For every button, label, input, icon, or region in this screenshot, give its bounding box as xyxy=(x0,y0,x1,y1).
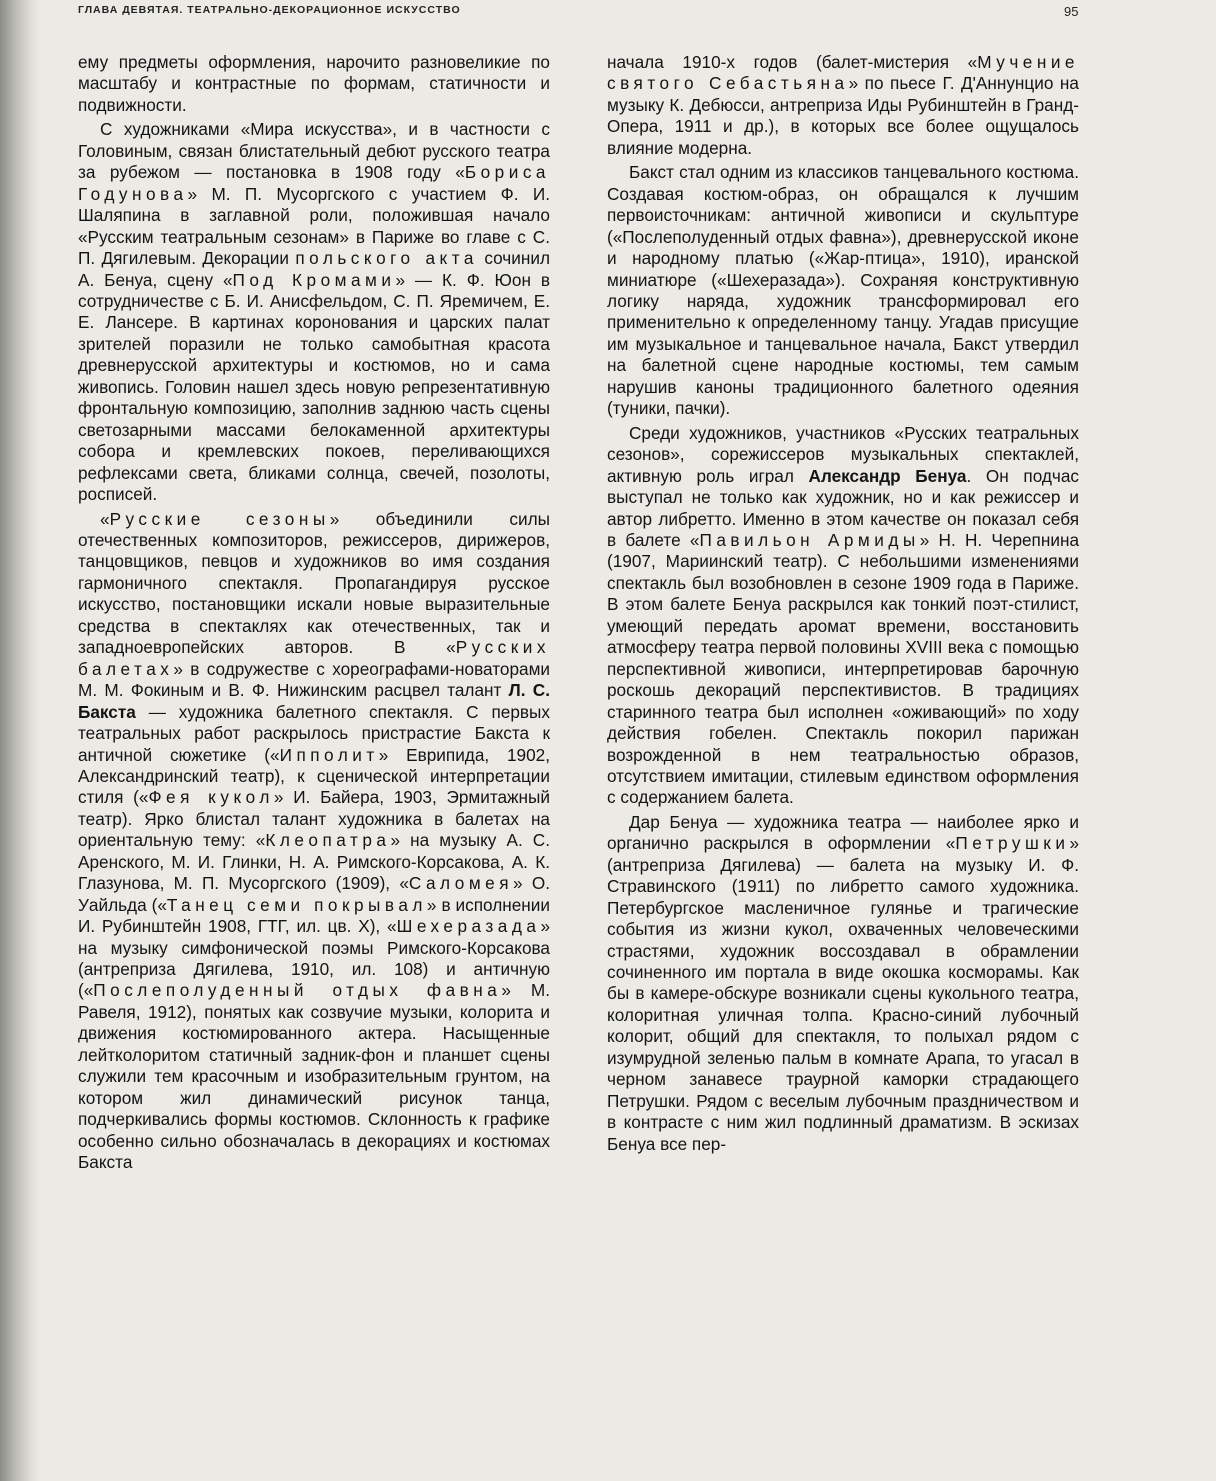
text-run: » М. П. Мусоргского с участием Ф. И. Шаляпина в заглавной роли, положившая начало «Русским театральным сезонам» в Париже во главе с С. П. Дягилевым. Декорации xyxy=(78,183,550,269)
text-run: » по пьесе Г. Д'Аннунцио на музыку К. Дебюсси, антреприза Иды Рубинштейн в Гранд-Опера, 1911 и др.), в которых все более ощущалось влияние модерна. xyxy=(607,73,1079,158)
spaced-title: Саломея xyxy=(408,873,514,894)
spaced-title: Послеполуденный отдых фавна xyxy=(93,980,502,1001)
running-head: ГЛАВА ДЕВЯТАЯ. ТЕАТРАЛЬНО-ДЕКОРАЦИОННОЕ ИСКУССТВО xyxy=(78,4,461,16)
text-run: » на музыку симфонической поэмы Римского-Корсакова (антреприза Дягилева, 1910, ил. 108) и античную (« xyxy=(78,916,550,1001)
spaced-title: Петрушки xyxy=(955,833,1070,854)
text-run: » в содружестве с хореографами-новаторами М. М. Фокиным и В. Ф. Нижинским расцвел талант xyxy=(78,658,550,701)
spaced-title: польского акта xyxy=(295,248,478,269)
paragraph xyxy=(607,423,1079,809)
text-run: » Н. Н. Черепнина (1907, Мариинский театр). С небольшими изменениями спектакль был возобновлен в сезоне 1909 года в Париже. В этом балете Бенуа раскрылся как тонкий поэт-стилист, умеющий передать аромат времени, восстановить атмосферу театра первой половины XVIII века с помощью перспективной живописи, интерпретировав барочную роскошь декораций перспективистов. В традициях старинного театра был исполнен «оживающий» по ходу действия гобелен. Спектакль покорил парижан возрожденной в нем театральностью образов, отсутствием имитации, стилевым единством оформления с содержанием балета. xyxy=(607,529,1080,808)
spaced-title: Бориса Годунова xyxy=(78,162,550,204)
spaced-title: Русских балетах xyxy=(78,637,550,679)
text-run: Среди художников, участников «Русских театральных сезонов», сорежиссеров музыкальных спектаклей, активную роль играл xyxy=(607,422,1079,486)
text-run: сочинил А. Бенуа, сцену « xyxy=(78,248,550,290)
text-run: Дар Бенуа — художника театра — наиболее ярко и органично раскрылся в оформлении « xyxy=(607,811,1079,854)
page-number: 95 xyxy=(1064,4,1079,19)
bold-name: Александр Бенуа xyxy=(808,465,967,486)
spaced-title: Под Кромами xyxy=(232,269,396,290)
paragraph xyxy=(78,52,550,116)
spaced-title: Клеопатра xyxy=(265,830,391,851)
text-run: . Он подчас выступал не только как художник, но и как режиссер и автор либретто. Именно в этом качестве он показал себя в балете « xyxy=(607,465,1080,550)
text-run: начала 1910-х годов (балет-мистерия « xyxy=(607,52,978,72)
text-run: С художниками «Мира искусства», и в частности с Головиным, связан блистательный дебют русского театра за рубежом — постановка в 1908 году « xyxy=(78,119,550,183)
book-spine-shadow xyxy=(0,0,40,1481)
left-column xyxy=(78,52,550,1177)
paragraph xyxy=(607,812,1079,1155)
spaced-title: Ипполит xyxy=(279,744,379,765)
paragraph xyxy=(607,52,1079,159)
paragraph xyxy=(78,509,550,1174)
text-run: » О. Уайльда (« xyxy=(78,873,550,915)
spaced-title: Павильон Армиды xyxy=(699,529,920,550)
text-run: » (антреприза Дягилева) — балета на музыку И. Ф. Стравинского (1911) по либретто самого художника. Петербургское масленичное гулянье и трагические события из жизни кукол, охваченных человеческими страстями, художник воссоздавал в обрамлении сочиненного им портала в виде окошка косморамы. Как бы в камере-обскуре возникали сцены кукольного театра, колоритная уличная толпа. Красно-синий лубочный колорит, общий для спектакля, то полыхал рядом с изумрудной зеленью пальм в комнате Арапа, то угасал в черном занавесе траурной каморки страдающего Петрушки. Рядом с веселым лубочным праздничеством и в контрасте с ним жил подлинный драматизм. В эскизах Бенуа все пер- xyxy=(607,833,1079,1154)
spaced-title: Танец семи покрывал xyxy=(166,894,427,915)
text-run: » — К. Ф. Юон в сотрудничестве с Б. И. Анисфельдом, С. П. Яремичем, Е. Е. Лансере. В картинах коронования и царских палат зрителей поразили не только самобытная красота древнерусской архитектуры и костюмов, но и сама живопись. Головин нашел здесь новую репрезентативную фронтальную композицию, заполнив заднюю часть сцены светозарными массами белокаменной архитектуры собора и кремлевских покоев, переливающихся рефлексами света, бликами солнца, свечей, позолоты, росписей. xyxy=(78,269,550,505)
paragraph xyxy=(607,162,1079,419)
paragraph-text: ему предметы оформления, нарочито разновеликие по масштабу и контрастные по формам, статичности и подвижности. xyxy=(78,52,550,115)
text-run: » объединили силы отечественных композиторов, режиссеров, дирижеров, танцовщиков, певцов и художников во имя создания гармоничного спектакля. Пропагандируя русское искусство, постановщики искали новые выразительные средства в спектаклях как отечественных, так и западноевропейских авторов. В « xyxy=(78,508,551,658)
paragraph-text: Бакст стал одним из классиков танцевального костюма. Создавая костюм-образ, он обращался к лучшим первоисточникам: античной живописи и скульптуре («Послеполуденный отдых фавна»), древнерусской иконе и народному платью («Жар-птица», 1910), иранской миниатюре («Шехеразада»). Сохраняя конструктивную логику наряда, художник трансформировал его применительно к определенному танцу. Угадав присущие им музыкальное и танцевальное начала, Бакст утвердил на балетной сцене народные костюмы, тем самым нарушив каноны традиционного балетного одеяния (туники, пачки). xyxy=(607,162,1079,419)
paragraph xyxy=(78,119,550,505)
text-run: » М. Равеля, 1912), понятых как созвучие музыки, колорита и движения костюмированного актера. Насыщенные лейтколоритом статичный задник-фон и планшет сцены служили тем красочным и изобразительным грунтом, на котором жил динамический рисунок танца, подчеркивались формы костюмов. Склонность к графике особенно сильно обозначалась в декорациях и костюмах Бакста xyxy=(78,980,550,1173)
spaced-title: Русские сезоны xyxy=(109,508,330,529)
text-run: « xyxy=(100,508,110,529)
text-run: — художника балетного спектакля. С первых театральных работ раскрылось пристрастие Бакста к античной сюжетике (« xyxy=(78,701,550,765)
spaced-title: Мучение святого Себастьяна xyxy=(607,52,1079,94)
text-run: » на музыку А. С. Аренского, М. И. Глинки, Н. А. Римского-Корсакова, А. К. Глазунова, М. П. Мусоргского (1909), « xyxy=(78,830,550,894)
spaced-title: Шехеразада xyxy=(396,916,541,937)
text-run: » в исполнении И. Рубинштейн 1908, ГТГ, ил. цв. X), « xyxy=(78,894,550,937)
bold-name: Л. С. Бакста xyxy=(78,680,550,722)
spaced-title: Фея кукол xyxy=(148,787,274,808)
text-run: » И. Байера, 1903, Эрмитажный театр). Ярко блистал талант художника в балетах на ориентальную тему: « xyxy=(78,787,551,851)
text-run: » Еврипида, 1902, Александринский театр), к сценической интерпретации стиля (« xyxy=(78,744,550,808)
right-column xyxy=(607,52,1079,1158)
